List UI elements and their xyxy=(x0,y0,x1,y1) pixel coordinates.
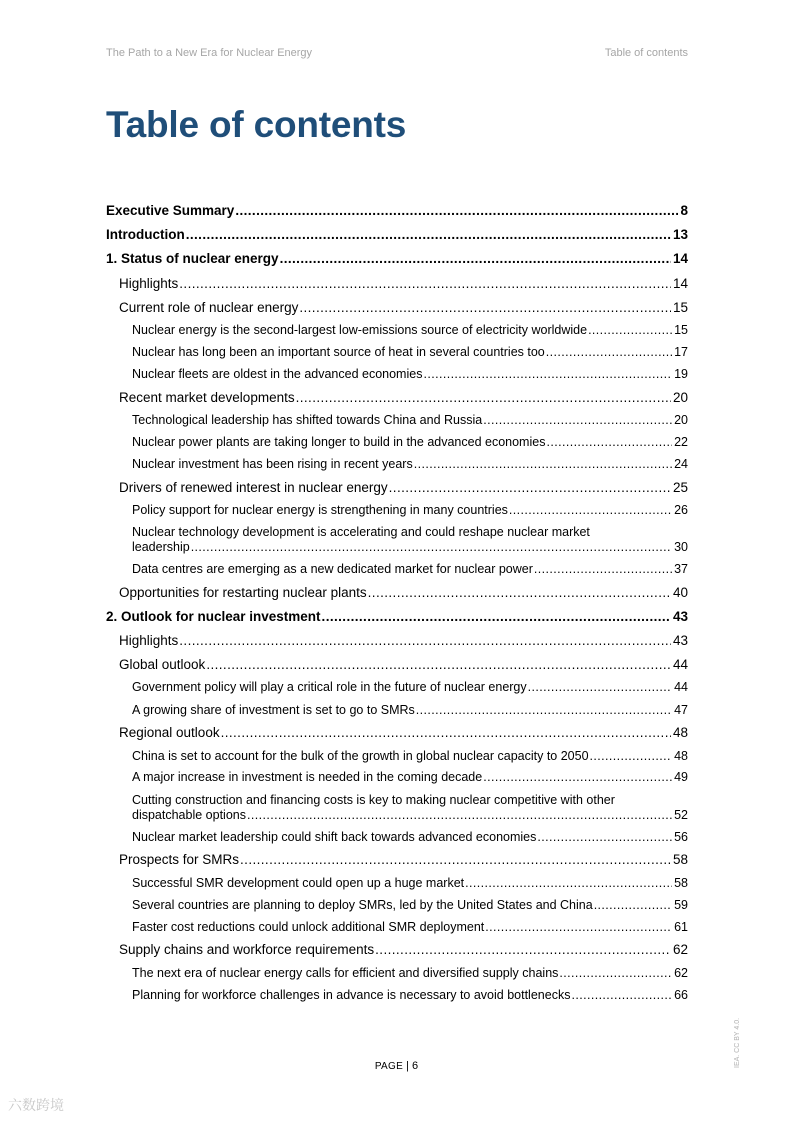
toc-page-number: 61 xyxy=(674,920,688,934)
toc-entry-label: Highlights xyxy=(119,276,179,291)
toc-entry-chapter-2[interactable] xyxy=(106,609,688,624)
toc-page-number: 48 xyxy=(672,725,688,740)
toc-entry-restarting-plants[interactable] xyxy=(119,585,688,600)
toc-page-number: 43 xyxy=(672,609,688,624)
toc-entry-nuclear-fleets[interactable] xyxy=(132,367,688,381)
toc-page-number: 44 xyxy=(674,680,688,694)
toc-entry-label: Prospects for SMRs xyxy=(119,852,240,867)
toc-entry-label: Policy support for nuclear energy is strengthening in many countries xyxy=(132,503,508,517)
toc-leader-dots xyxy=(546,345,672,359)
toc-entry-diversified-supply[interactable] xyxy=(132,966,688,980)
toc-page-number: 62 xyxy=(672,942,688,957)
toc-entry-supply-chains[interactable] xyxy=(119,942,688,957)
toc-leader-dots xyxy=(299,300,671,315)
toc-entry-technological-leadership[interactable] xyxy=(132,413,688,427)
toc-entry-label: Planning for workforce challenges in advance is necessary to avoid bottlenecks xyxy=(132,988,571,1002)
toc-page-number: 13 xyxy=(672,227,688,242)
toc-entry-label: Opportunities for restarting nuclear plants xyxy=(119,585,367,600)
toc-entry-highlights-1[interactable] xyxy=(119,276,688,291)
toc-page-number: 17 xyxy=(674,345,688,359)
toc-entry-label: Recent market developments xyxy=(119,390,295,405)
toc-entry-label: Highlights xyxy=(119,633,179,648)
toc-leader-dots xyxy=(594,898,672,912)
toc-entry-label: Nuclear power plants are taking longer to build in the advanced economies xyxy=(132,435,546,449)
page-separator: | xyxy=(406,1060,409,1072)
toc-entry-label: Nuclear fleets are oldest in the advanced economies xyxy=(132,367,423,381)
toc-leader-dots xyxy=(528,680,672,694)
toc-entry-regional-outlook[interactable] xyxy=(119,725,688,740)
toc-page-number: 66 xyxy=(674,988,688,1002)
toc-entry-label: Global outlook xyxy=(119,657,206,672)
toc-entry-label: 1. Status of nuclear energy xyxy=(106,251,279,266)
toc-page-number: 47 xyxy=(674,703,688,717)
toc-page-number: 14 xyxy=(672,251,688,266)
toc-entry-label: China is set to account for the bulk of the growth in global nuclear capacity to 2050 xyxy=(132,749,589,763)
toc-leader-dots xyxy=(191,540,672,555)
toc-page-number: 30 xyxy=(674,540,688,554)
toc-leader-dots xyxy=(559,966,672,980)
toc-entry-label: Current role of nuclear energy xyxy=(119,300,299,315)
toc-entry-label: Nuclear investment has been rising in recent years xyxy=(132,457,413,471)
toc-leader-dots xyxy=(485,920,672,934)
toc-page-number: 8 xyxy=(680,203,688,218)
toc-page-number: 62 xyxy=(674,966,688,980)
toc-entry-label: Several countries are planning to deploy SMRs, led by the United States and China xyxy=(132,898,593,912)
toc-leader-dots xyxy=(588,323,672,337)
license-note: IEA. CC BY 4.0. xyxy=(734,1017,741,1068)
toc-page-number: 15 xyxy=(674,323,688,337)
toc-leader-dots xyxy=(375,942,671,957)
toc-entry-highlights-2[interactable] xyxy=(119,633,688,648)
toc-entry-label: Faster cost reductions could unlock additional SMR deployment xyxy=(132,920,485,934)
toc-leader-dots xyxy=(247,808,672,823)
toc-page-number: 44 xyxy=(672,657,688,672)
toc-entry-label: Nuclear technology development is accelerating and could reshape nuclear market xyxy=(132,525,590,539)
toc-entry-label: Technological leadership has shifted towards China and Russia xyxy=(132,413,483,427)
toc-page-number: 43 xyxy=(672,633,688,648)
toc-page-number: 26 xyxy=(674,503,688,517)
toc-leader-dots xyxy=(483,413,672,427)
toc-entry-label: Supply chains and workforce requirements xyxy=(119,942,375,957)
toc-leader-dots xyxy=(483,770,672,784)
toc-entry-cost-reductions[interactable] xyxy=(132,920,688,934)
toc-entry-label: Nuclear energy is the second-largest low-emissions source of electricity worldwide xyxy=(132,323,588,337)
toc-page-number: 37 xyxy=(674,562,688,576)
toc-entry-global-outlook[interactable] xyxy=(119,657,688,672)
toc-leader-dots xyxy=(534,562,672,576)
report-title: The Path to a New Era for Nuclear Energy xyxy=(106,47,313,59)
toc-entry-label: Executive Summary xyxy=(106,203,235,218)
toc-leader-dots xyxy=(296,390,671,405)
toc-entry-label: Successful SMR development could open up a huge market xyxy=(132,876,465,890)
toc-leader-dots xyxy=(368,585,671,600)
toc-leader-dots xyxy=(240,852,671,867)
toc-entry-investment-increase[interactable] xyxy=(132,770,688,784)
toc-entry-label: Government policy will play a critical role in the future of nuclear energy xyxy=(132,680,527,694)
toc-leader-dots xyxy=(389,480,671,495)
toc-leader-dots xyxy=(416,703,672,717)
toc-page-number: 49 xyxy=(674,770,688,784)
toc-leader-dots xyxy=(423,367,672,381)
toc-entry-label: A growing share of investment is set to go to SMRs xyxy=(132,703,415,717)
toc-leader-dots xyxy=(206,657,671,672)
toc-leader-dots xyxy=(221,725,671,740)
toc-page-number: 58 xyxy=(672,852,688,867)
page-number: 6 xyxy=(412,1060,419,1072)
toc-leader-dots xyxy=(280,251,671,266)
toc-page-number: 40 xyxy=(672,585,688,600)
toc-entry-source-of-heat[interactable] xyxy=(132,345,688,359)
toc-leader-dots xyxy=(179,633,671,648)
toc-entry-introduction[interactable] xyxy=(106,227,688,242)
toc-entry-label: Regional outlook xyxy=(119,725,220,740)
toc-entry-huge-market[interactable] xyxy=(132,876,688,890)
toc-entry-chapter-1[interactable] xyxy=(106,251,688,266)
toc-leader-dots xyxy=(322,609,671,624)
toc-entry-label: Drivers of renewed interest in nuclear energy xyxy=(119,480,388,495)
toc-page-number: 19 xyxy=(674,367,688,381)
page-label: PAGE xyxy=(374,1061,404,1072)
toc-entry-label-continued: leadership xyxy=(132,540,190,554)
toc-page-number: 48 xyxy=(674,749,688,763)
toc-entry-current-role[interactable] xyxy=(119,300,688,315)
toc-entry-cutting-costs[interactable] xyxy=(132,793,688,823)
toc-entry-label: Nuclear has long been an important source of heat in several countries too xyxy=(132,345,545,359)
toc-entry-share-smrs[interactable] xyxy=(132,703,688,717)
toc-entry-label: Nuclear market leadership could shift back towards advanced economies xyxy=(132,830,537,844)
toc-leader-dots xyxy=(235,203,678,218)
toc-page-number: 15 xyxy=(672,300,688,315)
toc-leader-dots xyxy=(465,876,672,890)
toc-entry-label: Cutting construction and financing costs is key to making nuclear competitive with other xyxy=(132,793,615,807)
toc-leader-dots xyxy=(590,749,673,763)
toc-entry-technology-development[interactable] xyxy=(132,525,688,555)
toc-page-number: 14 xyxy=(672,276,688,291)
page-title: Table of contents xyxy=(106,104,407,145)
toc-entry-china-growth[interactable] xyxy=(132,749,688,763)
toc-entry-label: A major increase in investment is needed in the coming decade xyxy=(132,770,483,784)
toc-entry-workforce[interactable] xyxy=(132,988,688,1002)
page-footer xyxy=(0,1060,793,1072)
toc-leader-dots xyxy=(537,830,672,844)
toc-page-number: 24 xyxy=(674,457,688,471)
toc-entry-prospects-smrs[interactable] xyxy=(119,852,688,867)
toc-entry-label: Introduction xyxy=(106,227,185,242)
toc-page-number: 20 xyxy=(672,390,688,405)
toc-entry-label: Data centres are emerging as a new dedicated market for nuclear power xyxy=(132,562,533,576)
toc-page-number: 25 xyxy=(672,480,688,495)
toc-entry-drivers[interactable] xyxy=(119,480,688,495)
toc-leader-dots xyxy=(414,457,672,471)
toc-page-number: 58 xyxy=(674,876,688,890)
toc-entry-policy-support[interactable] xyxy=(132,503,688,517)
toc-entry-executive-summary[interactable] xyxy=(106,203,688,218)
toc-entry-investment-rising[interactable] xyxy=(132,457,688,471)
toc-entry-government-policy[interactable] xyxy=(132,680,688,694)
toc-leader-dots xyxy=(179,276,671,291)
section-title: Table of contents xyxy=(604,47,688,59)
watermark: 六数跨境 xyxy=(8,1097,64,1113)
toc-leader-dots xyxy=(571,988,672,1002)
toc-entry-label-continued: dispatchable options xyxy=(132,808,246,822)
toc-leader-dots xyxy=(546,435,672,449)
toc-entry-market-developments[interactable] xyxy=(119,390,688,405)
toc-leader-dots xyxy=(509,503,672,517)
toc-entry-label: 2. Outlook for nuclear investment xyxy=(106,609,321,624)
toc-page-number: 20 xyxy=(674,413,688,427)
toc-entry-data-centres[interactable] xyxy=(132,562,688,576)
toc-page-number: 52 xyxy=(674,808,688,822)
toc-entry-second-largest[interactable] xyxy=(132,323,688,337)
toc-entry-taking-longer[interactable] xyxy=(132,435,688,449)
toc-page-number: 22 xyxy=(674,435,688,449)
toc-page-number: 59 xyxy=(674,898,688,912)
toc-entry-deploy-smrs[interactable] xyxy=(132,898,688,912)
toc-entry-label: The next era of nuclear energy calls for efficient and diversified supply chains xyxy=(132,966,559,980)
toc-page-number: 56 xyxy=(674,830,688,844)
toc-entry-leadership-shift[interactable] xyxy=(132,830,688,844)
toc-leader-dots xyxy=(186,227,671,242)
